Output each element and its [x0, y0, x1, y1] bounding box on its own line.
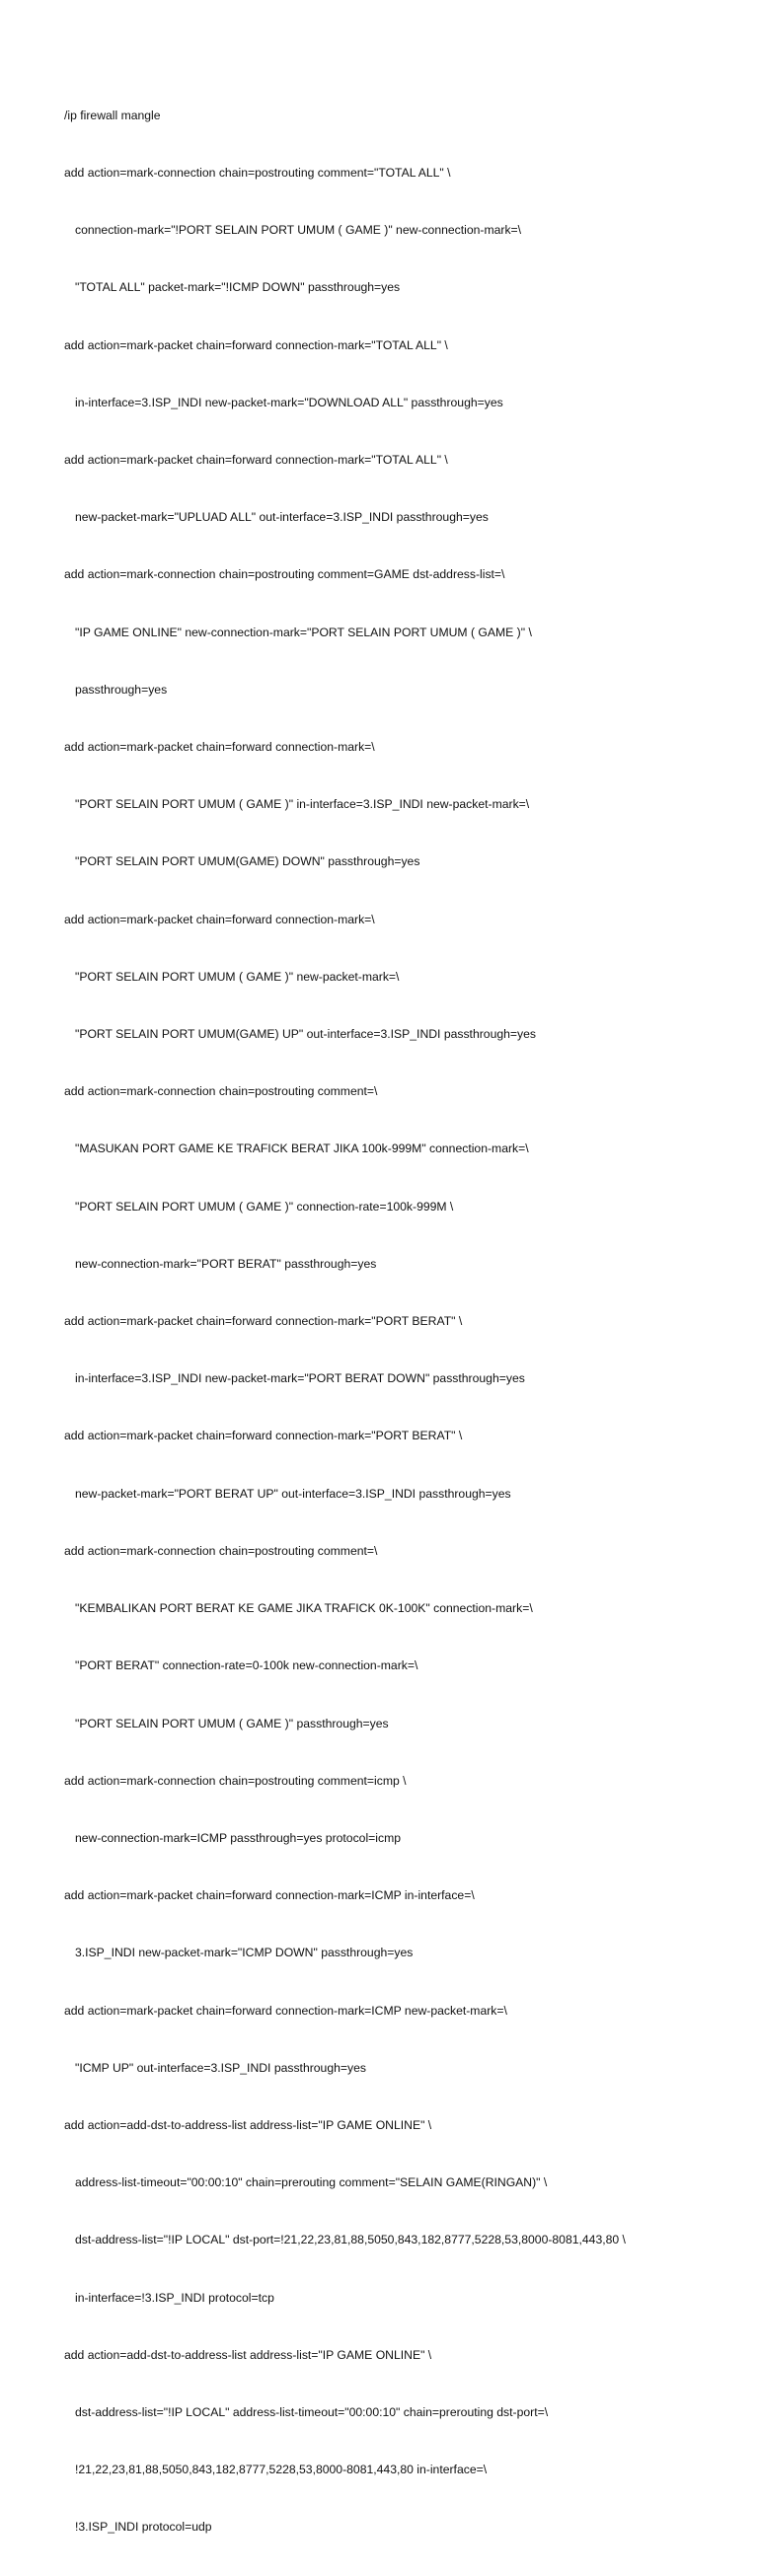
code-line: "PORT SELAIN PORT UMUM(GAME) DOWN" passthrough=yes [75, 854, 420, 869]
code-line: "PORT SELAIN PORT UMUM ( GAME )" in-interface=3.ISP_INDI new-packet-mark=\ [75, 797, 530, 812]
code-line: add action=add-dst-to-address-list address-list="IP GAME ONLINE" \ [64, 2347, 432, 2362]
code-line: "PORT SELAIN PORT UMUM ( GAME )" new-packet-mark=\ [75, 969, 400, 984]
code-line: 3.ISP_INDI new-packet-mark="ICMP DOWN" passthrough=yes [75, 1946, 414, 1960]
code-line: !3.ISP_INDI protocol=udp [75, 2520, 212, 2535]
code-line: "TOTAL ALL" packet-mark="!ICMP DOWN" passthrough=yes [75, 280, 401, 295]
code-line: !21,22,23,81,88,5050,843,182,8777,5228,53,8000-8081,443,80 in-interface=\ [75, 2463, 488, 2477]
code-line: new-packet-mark="PORT BERAT UP" out-interface=3.ISP_INDI passthrough=yes [75, 1486, 511, 1501]
code-line: "MASUKAN PORT GAME KE TRAFICK BERAT JIKA 100k-999M" connection-mark=\ [75, 1141, 529, 1156]
code-line: "PORT BERAT" connection-rate=0-100k new-connection-mark=\ [75, 1658, 418, 1673]
code-line: new-packet-mark="UPLUAD ALL" out-interface=3.ISP_INDI passthrough=yes [75, 510, 489, 525]
code-line: add action=mark-connection chain=postrouting comment=GAME dst-address-list=\ [64, 567, 505, 582]
code-listing [64, 68, 745, 2576]
code-line: add action=mark-connection chain=postrouting comment=\ [64, 1084, 378, 1099]
code-line: "PORT SELAIN PORT UMUM ( GAME )" passthrough=yes [75, 1716, 389, 1730]
code-line: dst-address-list="!IP LOCAL" dst-port=!21,22,23,81,88,5050,843,182,8777,5228,53,8000-8081,443,80 \ [75, 2233, 626, 2247]
code-line: connection-mark="!PORT SELAIN PORT UMUM ( GAME )" new-connection-mark=\ [75, 223, 522, 238]
code-line: /ip firewall mangle [64, 108, 161, 122]
code-line: in-interface=3.ISP_INDI new-packet-mark="PORT BERAT DOWN" passthrough=yes [75, 1371, 525, 1386]
code-line: address-list-timeout="00:00:10" chain=prerouting comment="SELAIN GAME(RINGAN)" \ [75, 2175, 548, 2190]
code-line: add action=mark-connection chain=postrouting comment=icmp \ [64, 1773, 407, 1788]
code-line: new-connection-mark=ICMP passthrough=yes protocol=icmp [75, 1830, 402, 1845]
code-line: add action=mark-packet chain=forward connection-mark=ICMP new-packet-mark=\ [64, 2003, 507, 2018]
code-line: add action=mark-packet chain=forward connection-mark=\ [64, 912, 375, 926]
code-line: add action=mark-packet chain=forward connection-mark="PORT BERAT" \ [64, 1429, 463, 1443]
code-line: "PORT SELAIN PORT UMUM ( GAME )" connection-rate=100k-999M \ [75, 1199, 454, 1214]
code-line: add action=mark-packet chain=forward connection-mark=ICMP in-interface=\ [64, 1888, 475, 1903]
code-line: passthrough=yes [75, 682, 168, 697]
code-line: in-interface=!3.ISP_INDI protocol=tcp [75, 2290, 274, 2305]
code-line: add action=mark-packet chain=forward connection-mark="PORT BERAT" \ [64, 1314, 463, 1329]
code-line: "PORT SELAIN PORT UMUM(GAME) UP" out-interface=3.ISP_INDI passthrough=yes [75, 1027, 536, 1042]
code-line: add action=mark-packet chain=forward connection-mark="TOTAL ALL" \ [64, 337, 448, 352]
code-line: "IP GAME ONLINE" new-connection-mark="PORT SELAIN PORT UMUM ( GAME )" \ [75, 625, 532, 639]
code-line: new-connection-mark="PORT BERAT" passthrough=yes [75, 1256, 377, 1271]
code-line: add action=mark-packet chain=forward connection-mark=\ [64, 740, 375, 755]
code-line: "KEMBALIKAN PORT BERAT KE GAME JIKA TRAFICK 0K-100K" connection-mark=\ [75, 1601, 533, 1616]
code-line: add action=add-dst-to-address-list address-list="IP GAME ONLINE" \ [64, 2117, 432, 2132]
code-line: in-interface=3.ISP_INDI new-packet-mark="DOWNLOAD ALL" passthrough=yes [75, 395, 503, 409]
code-line: add action=mark-connection chain=postrouting comment="TOTAL ALL" \ [64, 166, 451, 181]
code-line: add action=mark-connection chain=postrouting comment=\ [64, 1543, 378, 1558]
code-line: add action=mark-packet chain=forward connection-mark="TOTAL ALL" \ [64, 453, 448, 468]
code-line: dst-address-list="!IP LOCAL" address-list-timeout="00:00:10" chain=prerouting dst-port=\ [75, 2404, 549, 2419]
code-line: "ICMP UP" out-interface=3.ISP_INDI passthrough=yes [75, 2060, 366, 2075]
